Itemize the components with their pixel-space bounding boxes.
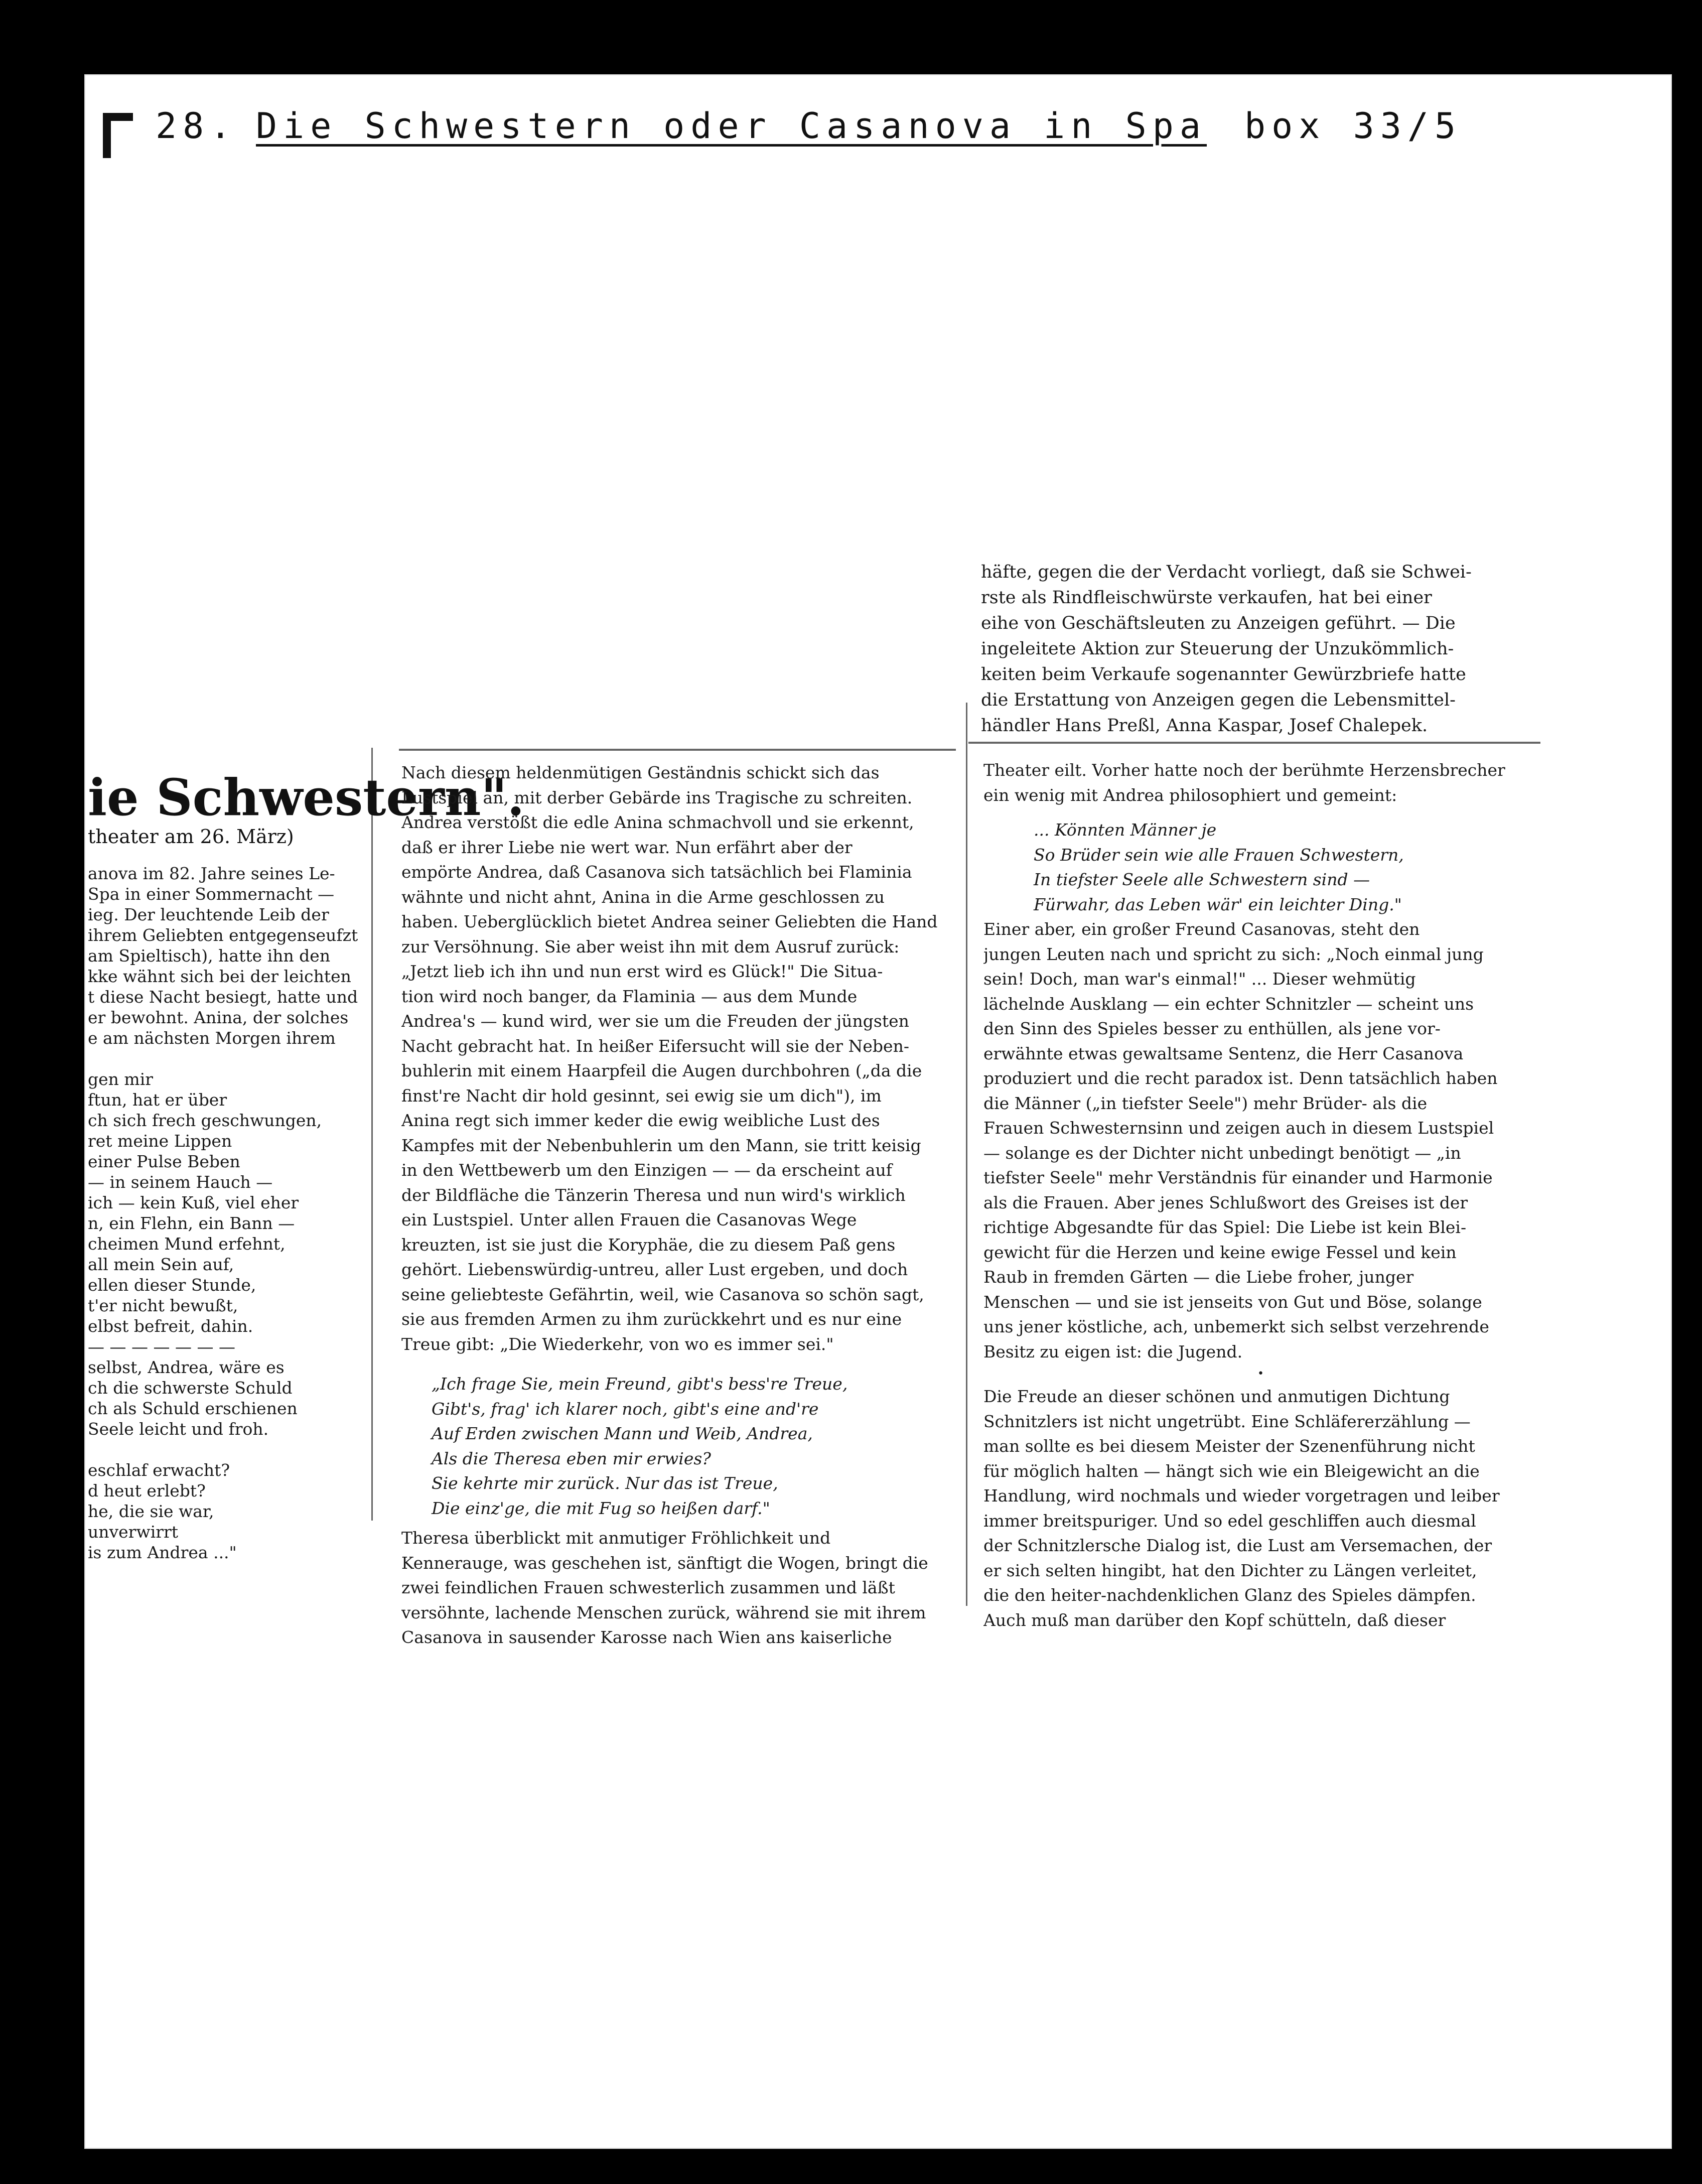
- text-line: gewicht für die Herzen und keine ewige Fessel und kein: [983, 1242, 1457, 1262]
- right-column: [983, 758, 1538, 1632]
- text-line: sie aus fremden Armen zu ihm zurückkehrt und es nur eine: [401, 1309, 902, 1329]
- text-line: keiten beim Verkaufe sogenannter Gewürzbriefe hatte: [981, 664, 1466, 685]
- text-line: ihrem Geliebten entgegenseufzt: [88, 925, 358, 945]
- text-line: daß er ihrer Liebe nie wert war. Nun erfährt aber der: [401, 837, 853, 857]
- verse-line: Die einz'ge, die mit Fug so heißen darf.": [432, 1498, 770, 1518]
- text-line: sein! Doch, man war's einmal!" ... Dieser wehmütig: [983, 969, 1416, 989]
- text-line: ingeleitete Aktion zur Steuerung der Unzukömmlich-: [981, 639, 1454, 659]
- text-line: ein wenig mit Andrea philosophiert und gemeint:: [983, 785, 1397, 805]
- folder-title: Die Schwestern oder Casanova in Spa: [256, 105, 1207, 147]
- text-line: Einer aber, ein großer Freund Casanovas, steht den: [983, 919, 1420, 939]
- text-line: „Jetzt lieb ich ihn und nun erst wird es Glück!" Die Situa-: [401, 962, 883, 981]
- text-line: der Bildfläche die Tänzerin Theresa und nun wird's wirklich: [401, 1185, 906, 1205]
- text-line: t diese Nacht besiegt, hatte und: [88, 987, 358, 1007]
- text-line: — — — — — — —: [88, 1337, 235, 1356]
- section-separator: •: [1257, 1368, 1264, 1380]
- left-column-fragment: [88, 863, 369, 1563]
- text-line: n, ein Flehn, ein Bann —: [88, 1213, 295, 1233]
- text-line: Spa in einer Sommernacht —: [88, 884, 335, 904]
- text-line: die Erstattung von Anzeigen gegen die Lebensmittel-: [981, 690, 1456, 710]
- text-line: cheimen Mund erfehnt,: [88, 1234, 286, 1254]
- text-line: ch als Schuld erschienen: [88, 1399, 298, 1418]
- review-title-fragment: ie Schwestern".: [88, 768, 525, 827]
- column-divider-middle: [966, 703, 967, 1606]
- verse-line: So Brüder sein wie alle Frauen Schwestern,: [1034, 845, 1404, 865]
- text-line: Theresa überblickt mit anmutiger Fröhlichkeit und: [401, 1528, 831, 1548]
- text-line: ch sich frech geschwungen,: [88, 1111, 322, 1130]
- text-line: am Spieltisch), hatte ihn den: [88, 946, 331, 966]
- text-line: t'er nicht bewußt,: [88, 1296, 238, 1315]
- top-clipping-rule: [968, 742, 1540, 744]
- text-line: die den heiter-nachdenklichen Glanz des Spieles dämpfen.: [983, 1585, 1476, 1605]
- text-line: Kampfes mit der Nebenbuhlerin um den Mann, sie tritt keisig: [401, 1135, 921, 1155]
- text-line: gehört. Liebenswürdig-untreu, aller Lust ergeben, und doch: [401, 1260, 908, 1279]
- text-line: Casanova in sausender Karosse nach Wien ans kaiserliche: [401, 1627, 892, 1647]
- text-line: den Sinn des Spieles besser zu enthüllen, als jene vor-: [983, 1019, 1441, 1038]
- text-line: jungen Leuten nach und spricht zu sich: „Noch einmal jung: [983, 944, 1484, 964]
- text-line: elbst befreit, dahin.: [88, 1316, 253, 1336]
- verse-line: ... Könnten Männer je: [1034, 820, 1217, 840]
- text-line: ftun, hat er über: [88, 1090, 227, 1110]
- text-line: buhlerin mit einem Haarpfeil die Augen durchbohren („da die: [401, 1061, 922, 1080]
- top-clipping-fragment: [981, 560, 1538, 739]
- text-line: wähnte und nicht ahnt, Anina in die Arme geschlossen zu: [401, 887, 885, 907]
- text-line: Nach diesem heldenmütigen Geständnis schickt sich das: [401, 763, 880, 782]
- text-line: seine geliebteste Gefährtin, weil, wie Casanova so schön sagt,: [401, 1284, 924, 1304]
- text-line: e am nächsten Morgen ihrem: [88, 1028, 336, 1048]
- text-line: er bewohnt. Anina, der solches: [88, 1008, 349, 1027]
- text-line: he, die sie war,: [88, 1502, 214, 1521]
- text-line: zwei feindlichen Frauen schwesterlich zusammen und läßt: [401, 1578, 895, 1597]
- text-line: erwähnte etwas gewaltsame Sentenz, die Herr Casanova: [983, 1043, 1464, 1063]
- middle-column: [401, 760, 953, 1650]
- text-line: kke wähnt sich bei der leichten: [88, 967, 351, 986]
- text-line: immer breitspuriger. Und so edel geschliffen auch diesmal: [983, 1511, 1476, 1531]
- text-line: is zum Andrea ...": [88, 1543, 237, 1562]
- text-line: empörte Andrea, daß Casanova sich tatsächlich bei Flaminia: [401, 862, 912, 882]
- text-line: all mein Sein auf,: [88, 1255, 234, 1274]
- text-line: kreuzten, ist sie just die Koryphäe, die zu diesem Paß gens: [401, 1235, 896, 1255]
- text-line: unverwirrt: [88, 1522, 179, 1542]
- text-line: einer Pulse Beben: [88, 1152, 240, 1171]
- paragraph-spacer: [401, 1521, 953, 1526]
- text-line: Menschen — und sie ist jenseits von Gut und Böse, solange: [983, 1292, 1482, 1312]
- text-line: [88, 1439, 369, 1460]
- text-line: er sich selten hingibt, hat den Dichter zu Längen verleitet,: [983, 1560, 1477, 1580]
- text-line: händler Hans Preßl, Anna Kaspar, Josef Chalepek.: [981, 716, 1428, 736]
- text-line: tion wird noch banger, da Flaminia — aus dem Munde: [401, 986, 858, 1006]
- text-line: Die Freude an dieser schönen und anmutigen Dichtung: [983, 1387, 1450, 1406]
- text-line: [88, 1048, 369, 1069]
- text-line: versöhnte, lachende Menschen zurück, während sie mit ihrem: [401, 1602, 926, 1622]
- text-line: Anina regt sich immer keder die ewig weibliche Lust des: [401, 1111, 880, 1130]
- text-line: Lustspiel an, mit derber Gebärde ins Tragische zu schreiten.: [401, 787, 913, 807]
- text-line: eihe von Geschäftsleuten zu Anzeigen geführt. — Die: [981, 613, 1456, 633]
- text-line: Raub in fremden Gärten — die Liebe froher, junger: [983, 1267, 1414, 1287]
- text-line: — in seinem Hauch —: [88, 1172, 273, 1192]
- verse-line: „Ich frage Sie, mein Freund, gibt's bess're Treue,: [432, 1374, 848, 1394]
- folder-number: 28.: [156, 105, 237, 147]
- text-line: für möglich halten — hängt sich wie ein Bleigewicht an die: [983, 1461, 1480, 1481]
- page-corner-mark-top: [103, 113, 133, 121]
- paragraph-spacer: [401, 1356, 953, 1372]
- middle-column-top-rule: [399, 749, 956, 751]
- text-line: eschlaf erwacht?: [88, 1460, 230, 1480]
- text-line: d heut erlebt?: [88, 1481, 206, 1500]
- text-line: Handlung, wird nochmals und wieder vorgetragen und leiber: [983, 1486, 1500, 1506]
- text-line: Kennerauge, was geschehen ist, sänftigt die Wogen, bringt die: [401, 1553, 928, 1573]
- text-line: zur Versöhnung. Sie aber weist ihn mit dem Ausruf zurück:: [401, 936, 900, 957]
- review-subtitle-fragment: theater am 26. März): [88, 826, 294, 848]
- text-line: ich — kein Kuß, viel eher: [88, 1193, 299, 1212]
- text-line: Frauen Schwesternsinn und zeigen auch in diesem Lustspiel: [983, 1118, 1494, 1138]
- text-line: selbst, Andrea, wäre es: [88, 1357, 285, 1377]
- verse-line: Fürwahr, das Leben wär' ein leichter Ding.": [1034, 894, 1402, 914]
- text-line: uns jener köstliche, ach, unbemerkt sich selbst verzehrende: [983, 1317, 1489, 1336]
- text-line: Besitz zu eigen ist: die Jugend.: [983, 1341, 1243, 1361]
- verse-line: Sie kehrte mir zurück. Nur das ist Treue,: [432, 1473, 778, 1493]
- text-line: ein Lustspiel. Unter allen Frauen die Casanovas Wege: [401, 1210, 857, 1230]
- text-line: häfte, gegen die der Verdacht vorliegt, daß sie Schwei-: [981, 562, 1472, 582]
- text-line: ch die schwerste Schuld: [88, 1378, 293, 1398]
- text-line: die Männer („in tiefster Seele") mehr Brüder- als die: [983, 1093, 1428, 1113]
- verse-line: In tiefster Seele alle Schwestern sind —: [1034, 870, 1370, 889]
- text-line: haben. Ueberglücklich bietet Andrea seiner Geliebten die Hand: [401, 912, 938, 931]
- text-line: Theater eilt. Vorher hatte noch der berühmte Herzensbrecher: [983, 760, 1505, 780]
- text-line: gen mir: [88, 1069, 154, 1089]
- verse-line: Als die Theresa eben mir erwies?: [432, 1448, 712, 1468]
- text-line: ieg. Der leuchtende Leib der: [88, 905, 329, 924]
- text-line: anova im 82. Jahre seines Le-: [88, 864, 335, 883]
- text-line: Treue gibt: „Die Wiederkehr, von wo es immer sei.": [401, 1334, 834, 1354]
- text-line: — solange es der Dichter nicht unbedingt benötigt — „in: [983, 1143, 1461, 1163]
- box-label: box 33/5: [1244, 105, 1462, 147]
- verse-line: Auf Erden zwischen Mann und Weib, Andrea,: [432, 1424, 813, 1443]
- text-line: produziert und die recht paradox ist. Denn tatsächlich haben: [983, 1068, 1498, 1088]
- paragraph-spacer: [983, 807, 1538, 817]
- text-line: lächelnde Ausklang — ein echter Schnitzler — scheint uns: [983, 994, 1474, 1014]
- text-line: richtige Abgesandte für das Spiel: Die Liebe ist kein Blei-: [983, 1217, 1467, 1237]
- text-line: man sollte es bei diesem Meister der Szenenführung nicht: [983, 1436, 1475, 1456]
- text-line: ret meine Lippen: [88, 1131, 232, 1151]
- text-line: Schnitzlers ist nicht ungetrübt. Eine Schläfererzählung —: [983, 1411, 1471, 1431]
- text-line: Auch muß man darüber den Kopf schütteln, daß dieser: [983, 1610, 1446, 1630]
- text-line: rste als Rindfleischwürste verkaufen, hat bei einer: [981, 588, 1432, 608]
- text-line: tiefster Seele" mehr Verständnis für einander und Harmonie: [983, 1168, 1493, 1187]
- text-line: finst're Nacht dir hold gesinnt, sei ewig sie um dich"), im: [401, 1085, 882, 1106]
- left-clipping-border: [371, 748, 373, 1521]
- text-line: ellen dieser Stunde,: [88, 1275, 256, 1295]
- text-line: Andrea verstößt die edle Anina schmachvoll und sie erkennt,: [401, 812, 914, 832]
- text-line: Seele leicht und froh.: [88, 1419, 269, 1439]
- text-line: in den Wettbewerb um den Einzigen — — da erscheint auf: [401, 1160, 892, 1180]
- text-line: als die Frauen. Aber jenes Schlußwort des Greises ist der: [983, 1192, 1468, 1212]
- text-line: Nacht gebracht hat. In heißer Eifersucht will sie der Neben-: [401, 1036, 909, 1056]
- text-line: Andrea's — kund wird, wer sie um die Freuden der jüngsten: [401, 1011, 909, 1031]
- text-line: der Schnitzlersche Dialog ist, die Lust am Versemachen, der: [983, 1536, 1492, 1555]
- verse-line: Gibt's, frag' ich klarer noch, gibt's eine and're: [432, 1399, 819, 1419]
